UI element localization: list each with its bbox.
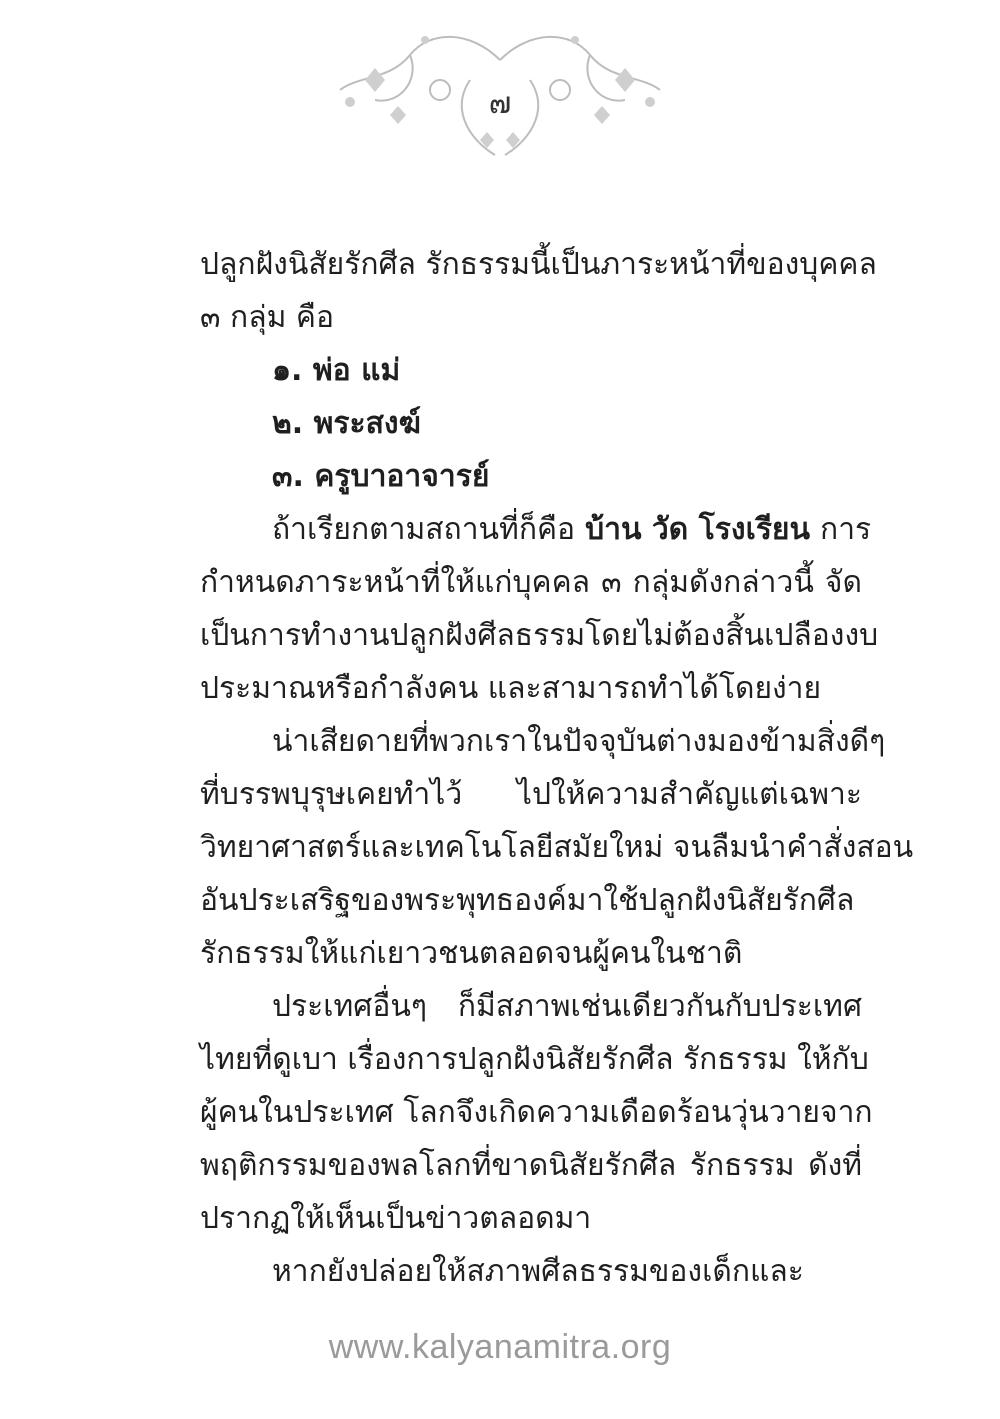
text-run: ถ้าเรียกตามสถานที่ก็คือ	[272, 512, 576, 547]
page-number: ๗	[488, 86, 512, 121]
text-run: การ	[820, 512, 872, 547]
paragraph-line: หากยังปล่อยให้สภาพศีลธรรมของเด็กและ	[272, 1254, 804, 1289]
footer-url: www.kalyanamitra.org	[328, 1328, 672, 1366]
paragraph-line: พฤติกรรมของพลโลกที่ขาดนิสัยรักศีล รักธรรม ดังที่	[200, 1148, 862, 1183]
bold-text-run: บ้าน วัด โรงเรียน	[585, 512, 811, 547]
paragraph-line: รักธรรมให้แก่เยาวชนตลอดจนผู้คนในชาติ	[200, 936, 743, 971]
paragraph-line: ปรากฏให้เห็นเป็นข่าวตลอดมา	[200, 1201, 592, 1236]
paragraph-line: ที่บรรพบุรุษเคยทำไว้ ไปให้ความสำคัญแต่เฉพาะ	[200, 777, 862, 812]
list-item: ๓. ครูบาอาจารย์	[272, 459, 490, 494]
paragraph-line: วิทยาศาสตร์และเทคโนโลยีสมัยใหม่ จนลืมนำคำสั่งสอน	[200, 830, 914, 865]
paragraph-line	[200, 503, 872, 556]
page-body	[200, 238, 914, 1298]
list-item: ๑. พ่อ แม่	[272, 353, 401, 388]
paragraph-line: เป็นการทำงานปลูกฝังศีลธรรมโดยไม่ต้องสิ้นเปลืองงบ	[200, 618, 879, 653]
paragraph-line: ปลูกฝังนิสัยรักศีล รักธรรมนี้เป็นภาระหน้าที่ของบุคคล	[200, 247, 877, 282]
paragraph-line: ประมาณหรือกำลังคน และสามารถทำได้โดยง่าย	[200, 671, 822, 706]
paragraph-line: ประเทศอื่นๆ ก็มีสภาพเช่นเดียวกันกับประเทศ	[272, 989, 862, 1024]
paragraph-line: อันประเสริฐของพระพุทธองค์มาใช้ปลูกฝังนิสัยรักศีล	[200, 883, 855, 918]
paragraph-line: กำหนดภาระหน้าที่ให้แก่บุคคล ๓ กลุ่มดังกล่าวนี้ จัด	[200, 565, 862, 600]
paragraph-line: ๓ กลุ่ม คือ	[200, 300, 334, 335]
list-item: ๒. พระสงฆ์	[272, 406, 421, 441]
paragraph-line: ไทยที่ดูเบา เรื่องการปลูกฝังนิสัยรักศีล รักธรรม ให้กับ	[200, 1042, 869, 1077]
paragraph-line: น่าเสียดายที่พวกเราในปัจจุบันต่างมองข้ามสิ่งดีๆ	[272, 724, 886, 759]
paragraph-line: ผู้คนในประเทศ โลกจึงเกิดความเดือดร้อนวุ่นวายจาก	[200, 1095, 873, 1130]
